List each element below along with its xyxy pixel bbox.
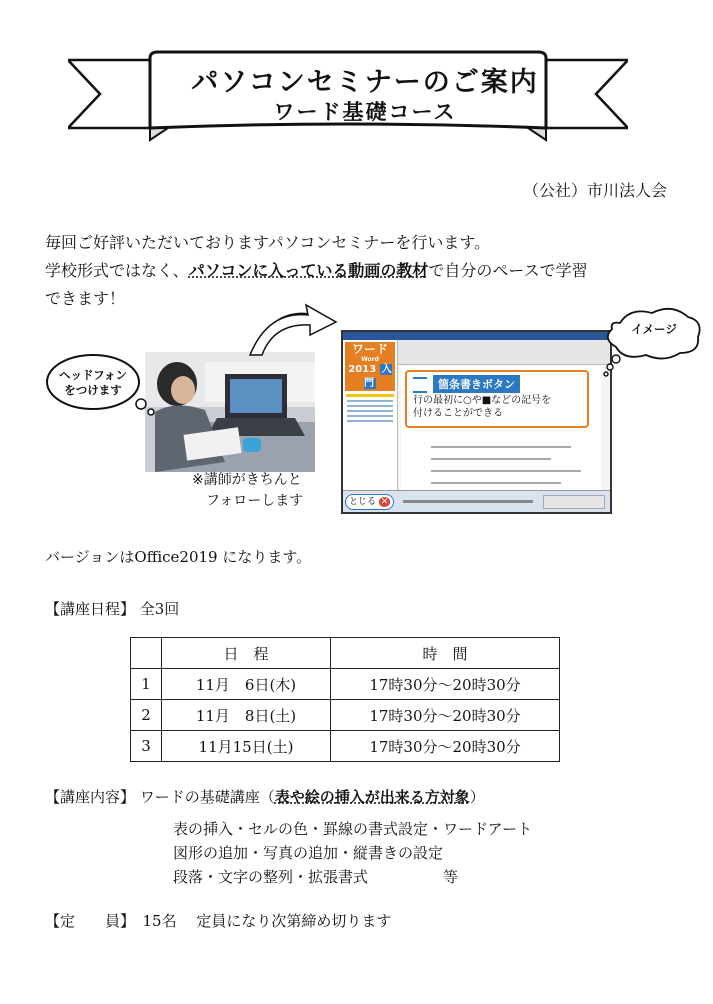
content-label [45,786,485,807]
screen-logo-year: 2013 [348,364,377,375]
word-screen-mockup [341,330,612,514]
organizer: （公社）市川法人会 [522,181,667,200]
schedule-cell-date: 11月 8日(土) [162,700,331,731]
content-label-text: 【講座内容】 ワードの基礎講座（ [45,788,275,806]
headphone-bubble-text [52,368,134,398]
content-highlight: 表や絵の挿入が出来る方対象 [274,788,470,806]
intro-line-2 [45,257,685,285]
screen-logo-badge: 入門 [364,364,392,389]
headphone-bubble-line-1: ヘッドフォン [58,368,128,382]
image-bubble [600,303,706,383]
content-items [173,817,532,889]
banner-subtitle: ワード基礎コース [273,100,457,124]
tutor-note-line-1: ※講師がきちんと [192,472,302,488]
schedule-label: 【講座日程】 全3回 [45,600,180,618]
screen-titlebar [343,332,610,340]
list-item: 表の挿入・セルの色・罫線の書式設定・ワードアート [173,820,533,838]
screen-logo-top: ワード [351,342,388,356]
bullet-list-icon [413,377,427,393]
list-item: 段落・文字の整列・拡張書式 等 [173,868,459,886]
screen-logo-sub: Word [361,356,379,363]
banner-title: パソコンセミナーのご案内 [191,67,539,98]
close-icon: ✕ [380,497,389,507]
screen-quit-label: とじる [349,497,377,507]
screen-feature-desc-2: 付けることができる [413,408,503,419]
intro-line-3: できます！ [45,289,126,308]
table-row [131,731,560,762]
student-photo [145,352,315,472]
intro-line-2-suffix: で自分のペースで学習 [428,261,588,280]
schedule-cell-date: 11月15日(土) [162,731,331,762]
schedule-header-time: 時 間 [331,638,560,669]
tutor-note [192,470,303,512]
schedule-cell-time: 17時30分～20時30分 [331,669,560,700]
table-row [131,700,560,731]
screen-feature-title: 箇条書きボタン [433,375,520,393]
screen-left-panel [343,340,398,500]
capacity-text: 【定 員】 15名 定員になり次第締め切ります [45,912,392,930]
intro-line-1: 毎回ご好評いただいておりますパソコンセミナーを行います。 [45,233,491,252]
headphone-bubble-line-2: をつけます [64,383,122,397]
schedule-table [130,637,560,762]
schedule-cell-no: 1 [131,669,162,700]
schedule-cell-time: 17時30分～20時30分 [331,700,560,731]
schedule-cell-no: 2 [131,700,162,731]
screen-player-bar [343,490,610,513]
schedule-header-date: 日 程 [162,638,331,669]
screen-logo [345,342,395,391]
schedule-header-no [131,638,162,669]
schedule-cell-time: 17時30分～20時30分 [331,731,560,762]
intro-highlight: パソコンに入っている動画の教材 [188,261,429,280]
table-row [131,669,560,700]
list-item: 図形の追加・写真の追加・縦書きの設定 [173,844,444,862]
intro-line-2-prefix: 学校形式ではなく、 [45,261,189,280]
tutor-note-line-2: フォローします [206,493,304,509]
version-text: バージョンはOffice2019 になります。 [45,548,312,566]
schedule-header-row [131,638,560,669]
image-bubble-text: イメージ [631,322,677,336]
schedule-cell-date: 11月 6日(木) [162,669,331,700]
content-label-end: ） [469,788,485,806]
screen-quit-button [345,494,394,510]
screen-callout [405,370,589,428]
intro-text [45,229,685,313]
schedule-cell-no: 3 [131,731,162,762]
screen-feature-desc-1: 行の最初に○や■などの記号を [413,395,552,406]
arrow-icon [238,297,348,357]
